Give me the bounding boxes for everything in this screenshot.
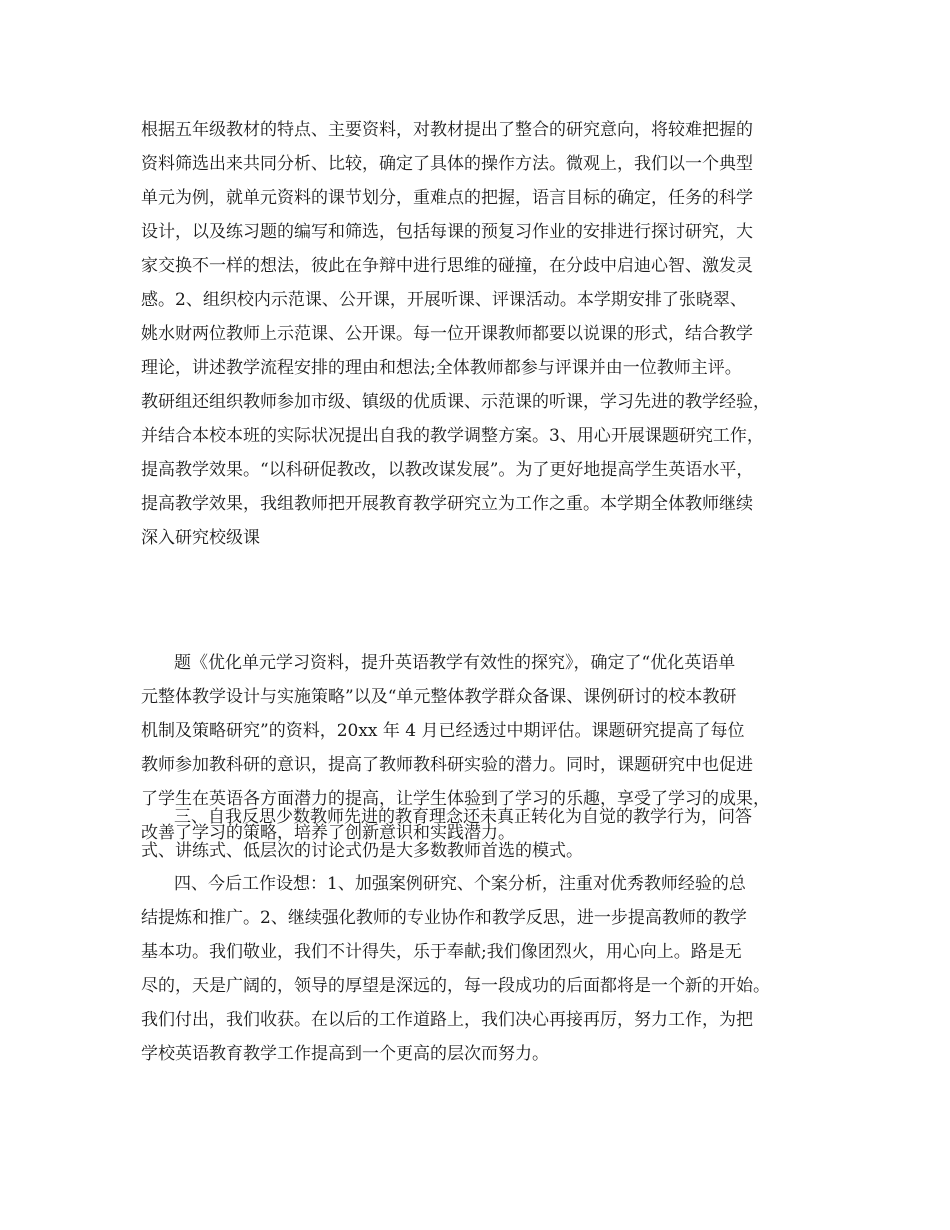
- text-line: 理论，讲述教学流程安排的理由和想法;全体教师都参与评课并由一位教师主评。: [141, 358, 742, 378]
- text-line: 结提炼和推广。2、继续强化教师的专业协作和教学反思，进一步提高教师的教学: [141, 908, 747, 928]
- text-line: 元整体教学设计与实施策略”以及“单元整体教学群众备课、课例研讨的校本教研: [141, 687, 737, 707]
- text-line: 四、今后工作设想：1、加强案例研究、个案分析，注重对优秀教师经验的总: [174, 874, 746, 894]
- text-line: 我们付出，我们收获。在以后的工作道路上，我们决心再接再厉，努力工作，为把: [141, 1010, 753, 1030]
- text-line: 教研组还组织教师参加市级、镇级的优质课、示范课的听课，学习先进的教学经验，: [141, 392, 770, 412]
- text-line: 设计，以及练习题的编写和筛选，包括每课的预复习作业的安排进行探讨研究，大: [141, 222, 753, 242]
- text-line: 提高教学效果，我组教师把开展教育教学研究立为工作之重。本学期全体教师继续: [141, 494, 753, 514]
- text-line: 改善了学习的策略，培养了创新意识和实践潜力。: [141, 823, 515, 843]
- text-line: 题《优化单元学习资料，提升英语教学有效性的探究》，确定了“优化英语单: [174, 653, 736, 673]
- paragraph-teaching-research: [141, 113, 821, 555]
- text-line: 尽的，天是广阔的，领导的厚望是深远的，每一段成功的后面都将是一个新的开始。: [141, 976, 770, 996]
- text-line: 并结合本校本班的实际状况提出自我的教学调整方案。3、用心开展课题研究工作，: [141, 426, 764, 446]
- text-line: 根据五年级教材的特点、主要资料，对教材提出了整合的研究意向，将较难把握的: [141, 120, 753, 140]
- text-line: 机制及策略研究”的资料，20xx 年 4 月已经透过中期评估。课题研究提高了每位: [141, 721, 745, 741]
- text-line: 资料筛选出来共同分析、比较，确定了具体的操作方法。微观上，我们以一个典型: [141, 154, 753, 174]
- text-line: 式、讲练式、低层次的讨论式仍是大多数教师首选的模式。: [141, 841, 583, 861]
- text-line: 学校英语教育教学工作提高到一个更高的层次而努力。: [141, 1044, 549, 1064]
- text-line: 提高教学效果。“以科研促教改，以教改谋发展”。为了更好地提高学生英语水平，: [141, 460, 754, 480]
- text-line: 教师参加教科研的意识，提高了教师教科研实验的潜力。同时，课题研究中也促进: [141, 755, 753, 775]
- text-line: 单元为例，就单元资料的课节划分，重难点的把握，语言目标的确定，任务的科学: [141, 188, 753, 208]
- paragraph-self-reflection: [141, 800, 821, 868]
- text-line: 感。2、组织校内示范课、公开课，开展听课、评课活动。本学期安排了张晓翠、: [141, 290, 747, 310]
- text-line: 姚水财两位教师上示范课、公开课。每一位开课教师都要以说课的形式，结合教学: [141, 324, 753, 344]
- text-line: 深入研究校级课: [141, 528, 260, 548]
- text-line: 家交换不一样的想法，彼此在争辩中进行思维的碰撞，在分歧中启迪心智、激发灵: [141, 256, 753, 276]
- text-line: 了学生在英语各方面潜力的提高，让学生体验到了学习的乐趣，享受了学习的成果，: [141, 789, 770, 809]
- text-line: 基本功。我们敬业，我们不计得失，乐于奉献;我们像团烈火，用心向上。路是无: [141, 942, 742, 962]
- text-line: 三、自我反思少数教师先进的教育理念还未真正转化为自觉的教学行为，问答: [174, 807, 752, 827]
- paragraph-future-plans: [141, 867, 821, 1071]
